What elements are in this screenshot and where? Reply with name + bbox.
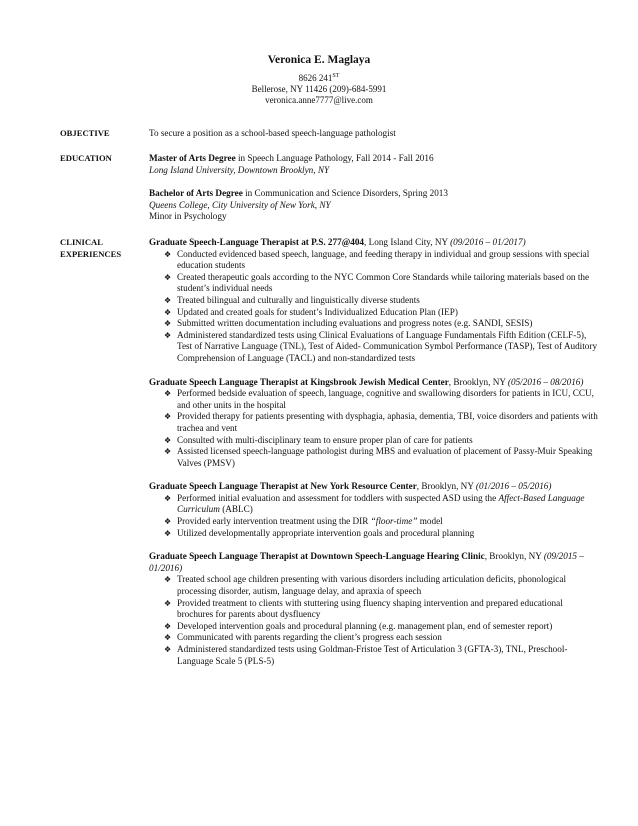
list-item [164,318,600,330]
job-title: Graduate Speech Language Therapist at Downtown Speech-Language Hearing Clinic [149,551,485,562]
bullet-text: model [417,516,443,527]
bullet-diamond-icon: ❖ [164,319,172,329]
degree-detail: in Communication and Science Disorders, Spring 2013 [242,188,448,199]
job-bullets [149,388,600,469]
bullet-text: Performed initial evaluation and assessment for toddlers with suspected ASD using the [177,492,499,503]
list-item [164,516,600,528]
bullet-text: Treated bilingual and culturally and linguistically diverse students [177,294,420,305]
education-degree-1 [149,153,600,165]
bullet-text: Administered standardized tests using Clinical Evaluations of Language Fundamentals Fifth Edition (CELF-5), Test of Narrative Language (TNL), Test of Aided- Communication Symbol Performance (TASP), Test of Auditory Comprehension of Language (TACL) and non-standardized tests [177,329,598,363]
job-title: Graduate Speech-Language Therapist at P.S. 277@404 [149,237,365,247]
bullet-diamond-icon: ❖ [164,633,172,643]
job-location: , Brooklyn, NY [448,376,508,387]
bullet-text: Provided therapy for patients presenting with dysphagia, aphasia, dementia, TBI, voice disorders and patients with trachea and vent [177,411,598,433]
model-name: “floor-time” [370,516,418,527]
bullet-diamond-icon: ❖ [164,307,172,317]
list-item [164,621,600,633]
bullet-text: Created therapeutic goals according to the NYC Common Core Standards while tailoring materials based on the student’s individual needs [177,271,590,294]
job-heading [149,377,600,389]
bullet-diamond-icon: ❖ [164,598,172,608]
bullet-diamond-icon: ❖ [164,528,172,538]
bullet-text: Communicated with parents regarding the client’s progress each session [177,632,442,643]
minor: Minor in Psychology [149,211,227,222]
job-bullets [149,574,600,667]
education-label: EDUCATION [60,153,112,163]
bullet-diamond-icon: ❖ [164,295,172,305]
job-location: , Brooklyn, NY [484,551,544,562]
bullet-diamond-icon: ❖ [164,493,172,503]
bullet-text: Submitted written documentation including evaluations and progress notes (e.g. SANDI, SESIS) [177,318,533,329]
degree-name: Master of Arts Degree [149,153,236,163]
job-dates: (09/2016 – 01/2017) [450,237,526,247]
list-item [164,411,600,434]
bullet-text: Utilized developmentally appropriate intervention goals and procedural planning [177,527,475,538]
job-dates: (05/2016 – 08/2016) [507,376,584,387]
job-bullets [149,249,600,365]
bullet-text: Performed bedside evaluation of speech, language, cognitive and swallowing disorders for patients in ICU, CCU, and other units in the hospital [177,388,594,410]
bullet-text: Developed intervention goals and procedural planning (e.g. management plan, end of semester report) [177,620,553,631]
clinical-label-line-1: CLINICAL [60,237,103,247]
clinical-label-line-2: EXPERIENCES [60,248,122,259]
street-number: 8626 241 [298,73,333,83]
job-location: , Long Island City, NY [364,237,451,247]
list-item [164,493,600,516]
job-location: , Brooklyn, NY [416,481,476,492]
bullet-diamond-icon: ❖ [164,447,172,457]
street-suffix: ST [332,73,340,79]
list-item [164,272,600,295]
candidate-name: Veronica E. Maglaya [267,54,371,66]
bullet-text: Assisted licensed speech-language pathologist during MBS and evaluation of placement of Passy-Muir Speaking Valves (PMSV) [177,446,593,468]
bullet-diamond-icon: ❖ [164,330,172,340]
education-body [149,153,600,223]
job-heading [149,237,600,249]
job-heading [149,481,600,493]
bullet-diamond-icon: ❖ [164,517,172,527]
list-item [164,574,600,597]
job-dates: (01/2016 – 05/2016) [475,481,552,492]
list-item [164,388,600,411]
bullet-diamond-icon: ❖ [164,272,172,282]
bullet-text: Conducted evidenced based speech, language, and feeding therapy in individual and group sessions with special education students [177,248,590,271]
education-degree-2 [149,188,600,200]
bullet-diamond-icon: ❖ [164,249,172,259]
job-dates: (09/2015 – 01/2016) [149,551,584,573]
list-item [164,632,600,644]
bullet-text: Consulted with multi-disciplinary team to ensure proper plan of care for patients [177,434,473,445]
school-name: Long Island University, Downtown Brooklyn, NY [149,164,330,175]
bullet-text: Provided early intervention treatment using the DIR [177,516,371,527]
bullet-text: (ABLC) [219,504,253,515]
objective-label: OBJECTIVE [60,128,110,138]
job-bullets [149,493,600,539]
list-item [164,435,600,447]
degree-detail: in Speech Language Pathology, Fall 2014 - Fall 2016 [235,153,434,163]
bullet-diamond-icon: ❖ [164,412,172,422]
bullet-text: Treated school age children presenting with various disorders including articulation deficits, phonological processing disorder, autism, language delay, and apraxia of speech [177,574,567,597]
school-name: Queens College, City University of New York, NY [149,199,331,210]
email-address: veronica.anne7777@live.com [265,95,373,105]
bullet-diamond-icon: ❖ [164,389,172,399]
city-phone: Bellerose, NY 11426 (209)-684-5991 [251,84,387,94]
bullet-diamond-icon: ❖ [164,435,172,445]
list-item [164,644,600,667]
curriculum-name: Affect-Based Language Curriculum [177,492,585,515]
job-heading [149,551,600,574]
degree-name: Bachelor of Arts Degree [149,188,243,199]
list-item [164,249,600,272]
list-item [164,598,600,621]
street-address [0,73,638,85]
bullet-diamond-icon: ❖ [164,575,172,585]
list-item [164,295,600,307]
list-item [164,330,600,365]
list-item [164,446,600,469]
bullet-diamond-icon: ❖ [164,645,172,654]
clinical-label [60,237,144,260]
bullet-text: Provided treatment to clients with stuttering using fluency shaping intervention and prepared educational brochures for parents about dysfluency [177,597,563,620]
list-item [164,528,600,540]
objective-text: To secure a position as a school-based speech-language pathologist [149,128,396,138]
clinical-body [149,237,600,667]
bullet-text: Updated and created goals for student’s Individualized Education Plan (IEP) [177,306,458,317]
bullet-text: Administered standardized tests using Goldman-Fristoe Test of Articulation 3 (GFTA-3), TNL, Preschool-Language Scale 5 (PLS-5) [177,644,568,666]
bullet-diamond-icon: ❖ [164,621,172,631]
list-item [164,307,600,319]
job-title: Graduate Speech Language Therapist at Kingsbrook Jewish Medical Center [149,376,449,387]
job-title: Graduate Speech Language Therapist at New York Resource Center [149,481,417,492]
